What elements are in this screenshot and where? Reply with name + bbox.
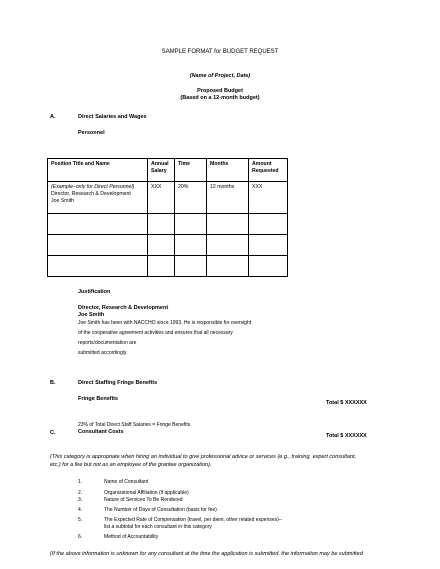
consultant-intro: (This category is appropriate when hiring an individual to give professional advice or services (e.g., training, expert consultant, — [50, 454, 357, 460]
list-item-number: 3. — [78, 497, 83, 503]
consultant-footer-note: (If the above information is unknown for any consultant at the time the application is submitted, the information may be submitted — [50, 551, 363, 557]
list-item: Name of Consultant — [104, 479, 149, 485]
header-position: Position Title and Name — [48, 159, 148, 182]
empty-cell — [148, 214, 175, 235]
justification-heading: Justification — [78, 289, 111, 295]
table-row — [48, 256, 288, 277]
cell-amount: XXX — [249, 182, 288, 214]
consultant-intro: etc.) for a fee but not as an employee of the grantee organization). — [50, 462, 212, 468]
list-item: list a subtotal for each consultant in this category — [104, 524, 212, 530]
section-a-subheading: Personnel — [78, 130, 105, 136]
list-item-number: 1. — [78, 479, 83, 485]
list-item: The Number of Days of Consultation (basis for fee) — [104, 507, 217, 513]
empty-cell — [175, 256, 207, 277]
justification-text: of the cooperative agreement activities and ensures that all necessary — [78, 330, 233, 336]
empty-cell — [175, 214, 207, 235]
justification-text: Joe Smith has been with NACCHO since 1993. He is responsible for oversight — [78, 320, 252, 326]
section-c-heading: Consultant Costs — [78, 429, 124, 435]
proposed-budget-heading: Proposed Budget — [197, 88, 243, 94]
empty-cell — [148, 256, 175, 277]
section-a-heading: Direct Salaries and Wages — [78, 114, 147, 120]
list-item-number: 4. — [78, 507, 83, 513]
project-line: (Name of Project, Date) — [189, 73, 251, 79]
section-b-letter: B. — [50, 380, 56, 386]
empty-cell — [175, 235, 207, 256]
empty-cell — [207, 214, 249, 235]
budget-basis: (Based on a 12-month budget) — [180, 95, 260, 101]
section-c-letter: C. — [50, 430, 56, 436]
list-item: Organizational Affiliation (if applicable) — [104, 490, 189, 496]
table-header-row — [48, 159, 288, 182]
fringe-note: 23% of Total Direct Staff Salaries = Fringe Benefits — [78, 422, 191, 428]
document-title: SAMPLE FORMAT for BUDGET REQUEST — [161, 49, 279, 55]
header-time: Time — [175, 159, 207, 182]
empty-cell — [148, 235, 175, 256]
cell-position: (Example–only for Direct Personnel) Director, Research & Development Joe Smith — [48, 182, 148, 214]
empty-cell — [48, 214, 148, 235]
header-months: Months — [207, 159, 249, 182]
section-b-heading: Direct Staffing Fringe Benefits — [78, 380, 158, 386]
empty-cell — [48, 235, 148, 256]
empty-cell — [249, 235, 288, 256]
justification-text: submitted accordingly. — [78, 350, 128, 356]
personnel-table — [47, 158, 288, 277]
list-item-number: 5. — [78, 517, 83, 523]
header-salary: Annual Salary — [148, 159, 175, 182]
list-item-number: 2. — [78, 490, 83, 496]
table-row — [48, 214, 288, 235]
consultant-total: Total $ XXXXXX — [326, 433, 367, 439]
section-a-letter: A. — [50, 114, 56, 120]
cell-months: 12 months — [207, 182, 249, 214]
header-amount: Amount Requested — [249, 159, 288, 182]
section-b-subheading: Fringe Benefits — [78, 396, 119, 402]
empty-cell — [207, 256, 249, 277]
empty-cell — [249, 256, 288, 277]
list-item: The Expected Rate of Compensation (travel, per diem, other related expenses)-- — [104, 517, 283, 523]
justification-role: Director, Research & Development — [78, 305, 169, 311]
empty-cell — [249, 214, 288, 235]
cell-salary: XXX — [148, 182, 175, 214]
justification-name: Joe Smith — [78, 312, 105, 318]
justification-text: reports/documentation are — [78, 340, 137, 346]
cell-time: 20% — [175, 182, 207, 214]
list-item-number: 6. — [78, 534, 83, 540]
table-row — [48, 235, 288, 256]
empty-cell — [207, 235, 249, 256]
fringe-total: Total $ XXXXXX — [326, 400, 367, 406]
table-row — [48, 182, 288, 214]
empty-cell — [48, 256, 148, 277]
list-item: Nature of Services To Be Rendered — [104, 497, 183, 503]
list-item: Method of Accountability — [104, 534, 159, 540]
